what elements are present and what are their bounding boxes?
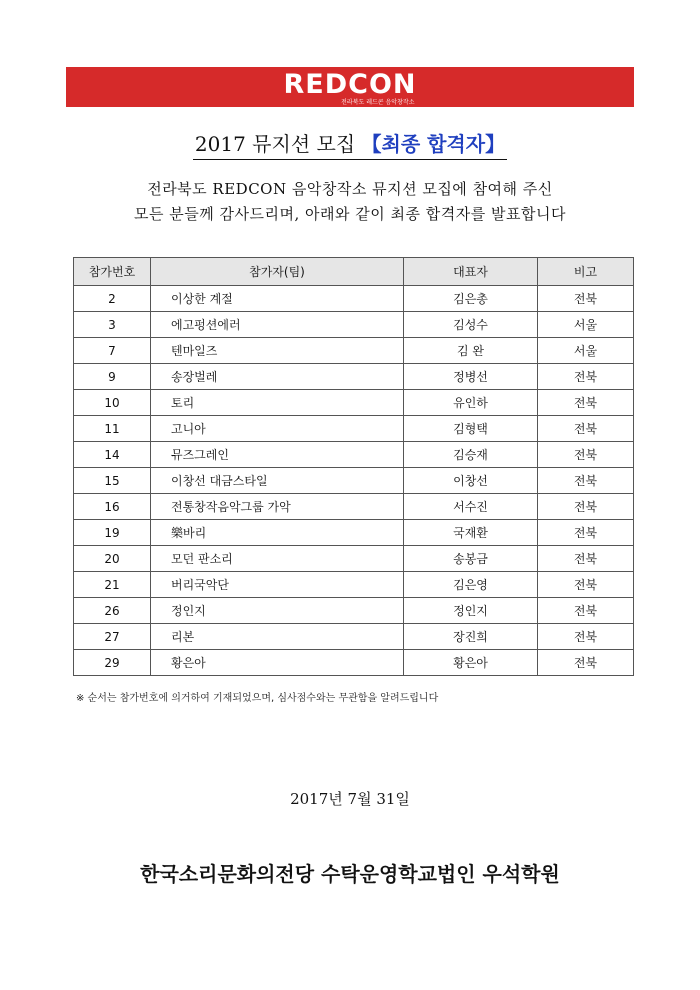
results-table [73,257,634,676]
cell-representative: 장진희 [404,624,538,650]
cell-number: 21 [74,572,151,598]
cell-note: 전북 [538,546,634,572]
intro-line-2: 모든 분들께 감사드리며, 아래와 같이 최종 합격자를 발표합니다 [134,205,566,223]
cell-note: 전북 [538,390,634,416]
cell-representative: 김은총 [404,286,538,312]
cell-note: 전북 [538,364,634,390]
cell-note: 서울 [538,338,634,364]
table-row [74,416,634,442]
cell-participant: 텐마일즈 [151,338,404,364]
cell-representative: 황은아 [404,650,538,676]
cell-participant: 뮤즈그레인 [151,442,404,468]
cell-representative: 유인하 [404,390,538,416]
cell-number: 15 [74,468,151,494]
cell-representative: 김은영 [404,572,538,598]
cell-note: 서울 [538,312,634,338]
table-row [74,468,634,494]
cell-note: 전북 [538,572,634,598]
table-row [74,286,634,312]
cell-note: 전북 [538,624,634,650]
cell-participant: 樂바리 [151,520,404,546]
redcon-logo [283,68,417,106]
cell-participant: 리본 [151,624,404,650]
cell-participant: 에고펑션에러 [151,312,404,338]
cell-note: 전북 [538,286,634,312]
cell-participant: 황은아 [151,650,404,676]
header-note: 비고 [538,258,634,286]
cell-participant: 모던 판소리 [151,546,404,572]
cell-number: 27 [74,624,151,650]
cell-note: 전북 [538,494,634,520]
cell-number: 11 [74,416,151,442]
organization-name: 한국소리문화의전당 수탁운영학교법인 우석학원 [140,862,560,886]
cell-note: 전북 [538,442,634,468]
cell-representative: 서수진 [404,494,538,520]
table-row [74,546,634,572]
cell-number: 7 [74,338,151,364]
logo-subtitle: 전라북도 레드콘 음악창작소 [341,98,415,106]
cell-representative: 김 완 [404,338,538,364]
logo-text: REDCON [283,68,417,100]
header-number: 참가번호 [74,258,151,286]
header-representative: 대표자 [404,258,538,286]
cell-representative: 송봉금 [404,546,538,572]
header-banner [66,67,634,107]
table-row [74,598,634,624]
footnote: ※ 순서는 참가번호에 의거하여 기재되었으며, 심사점수와는 무관함을 알려드립니다 [76,693,439,704]
intro-text [0,177,700,227]
cell-number: 2 [74,286,151,312]
table-row [74,494,634,520]
cell-note: 전북 [538,650,634,676]
cell-note: 전북 [538,598,634,624]
table-row [74,312,634,338]
page-title [0,128,700,160]
table-row [74,572,634,598]
cell-note: 전북 [538,416,634,442]
header-participant: 참가자(팀) [151,258,404,286]
cell-representative: 김성수 [404,312,538,338]
table-row [74,338,634,364]
table-row [74,650,634,676]
cell-participant: 토리 [151,390,404,416]
cell-representative: 국재환 [404,520,538,546]
title-main: 2017 뮤지션 모집 [194,132,356,156]
cell-number: 19 [74,520,151,546]
cell-representative: 정인지 [404,598,538,624]
cell-participant: 버리국악단 [151,572,404,598]
title-accent: 【최종 합격자】 [361,132,506,156]
table-row [74,442,634,468]
cell-number: 3 [74,312,151,338]
cell-number: 29 [74,650,151,676]
cell-number: 26 [74,598,151,624]
cell-representative: 김승재 [404,442,538,468]
cell-participant: 송장벌레 [151,364,404,390]
announcement-date: 2017년 7월 31일 [290,790,410,808]
cell-representative: 이창선 [404,468,538,494]
cell-note: 전북 [538,468,634,494]
cell-participant: 이상한 계절 [151,286,404,312]
intro-line-1: 전라북도 REDCON 음악창작소 뮤지션 모집에 참여해 주신 [147,180,553,198]
cell-participant: 정인지 [151,598,404,624]
cell-number: 9 [74,364,151,390]
table-row [74,390,634,416]
cell-participant: 고니아 [151,416,404,442]
cell-note: 전북 [538,520,634,546]
table-row [74,520,634,546]
cell-number: 20 [74,546,151,572]
cell-participant: 이창선 대금스타일 [151,468,404,494]
table-row [74,364,634,390]
cell-number: 14 [74,442,151,468]
table-row [74,624,634,650]
cell-number: 16 [74,494,151,520]
cell-representative: 정병선 [404,364,538,390]
cell-number: 10 [74,390,151,416]
cell-participant: 전통창작음악그룹 가악 [151,494,404,520]
table-header-row [74,258,634,286]
cell-representative: 김형택 [404,416,538,442]
